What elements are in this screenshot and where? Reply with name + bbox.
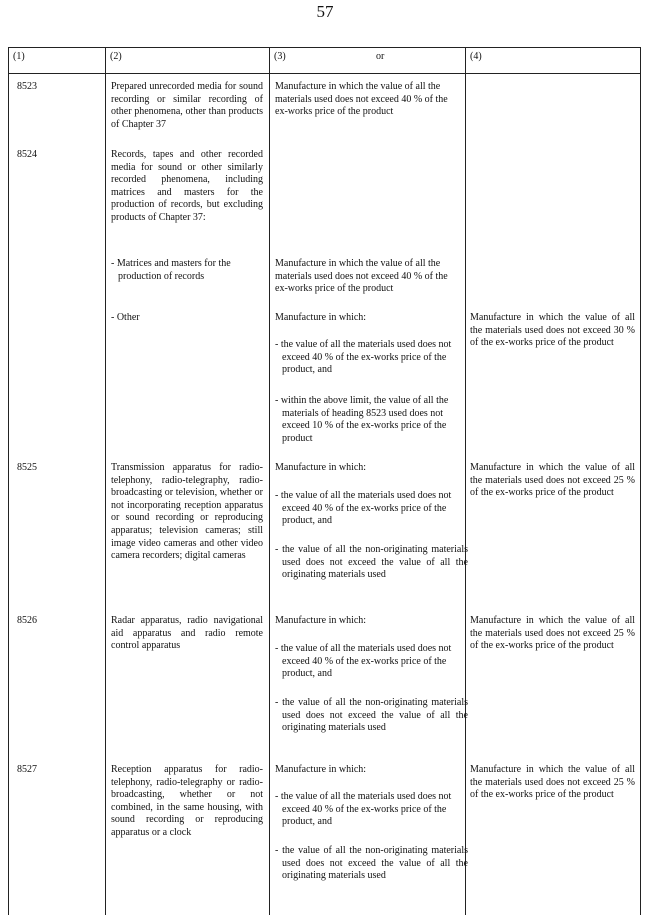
column-header-4: (4) [470,51,482,62]
product-description: Prepared unrecorded media for sound recording or similar recording of other phenomena, other than products of Chapter 37 [111,81,263,130]
heading-code: 8525 [17,462,37,473]
column-header-or: or [376,51,385,62]
working-processing-intro: Manufacture in which: [275,615,367,626]
column-divider [105,48,106,915]
product-description: Records, tapes and other recorded media for sound or other similarly recorded phenomena, including matrices and masters for the production of records, but excluding products of Chapter 37: [111,149,263,223]
alternative-processing: Manufacture in which the value of all the materials used does not exceed 25 % of the ex-works price of the product [470,764,635,801]
working-processing-item: - the value of all the materials used does not exceed 40 % of the ex-works price of the product, and [275,643,452,680]
working-processing-item: - within the above limit, the value of all the materials of heading 8523 used does not exceed 10 % of the ex-works price of the product [275,395,449,444]
column-header-2: (2) [110,51,122,62]
working-processing-intro: Manufacture in which: [275,462,367,473]
alternative-processing: Manufacture in which the value of all the materials used does not exceed 30 % of the ex-works price of the product [470,312,635,349]
product-description: Transmission apparatus for radio-telephony, radio-telegraphy, radio-broadcasting or television, whether or not incorporating reception apparatus or sound recording or reproducing apparatus; television cameras; still image video cameras and other video camera recorders; digital cameras [111,462,263,562]
header-divider [9,73,640,74]
working-processing-intro: Manufacture in which: [275,312,367,323]
column-header-1: (1) [13,51,25,62]
heading-code: 8524 [17,149,37,160]
alternative-processing: Manufacture in which the value of all the materials used does not exceed 25 % of the ex-works price of the product [470,615,635,652]
working-processing-item: - the value of all the materials used does not exceed 40 % of the ex-works price of the product, and [275,490,452,527]
working-processing-item: - the value of all the materials used does not exceed 40 % of the ex-works price of the product, and [275,339,452,376]
column-header-3: (3) [274,51,286,62]
rules-table [8,47,641,915]
column-divider [465,48,466,915]
working-processing-item: - the value of all the materials used does not exceed 40 % of the ex-works price of the product, and [275,791,452,828]
working-processing: Manufacture in which the value of all the materials used does not exceed 40 % of the ex-works price of the product [275,81,448,118]
working-processing-item: - the value of all the non-originating materials used does not exceed the value of all the originating materials used [275,544,468,581]
working-processing: Manufacture in which the value of all the materials used does not exceed 40 % of the ex-works price of the product [275,258,448,295]
heading-code: 8527 [17,764,37,775]
heading-code: 8526 [17,615,37,626]
working-processing-item: - the value of all the non-originating materials used does not exceed the value of all the originating materials used [275,697,468,734]
column-divider [269,48,270,915]
working-processing-intro: Manufacture in which: [275,764,367,775]
alternative-processing: Manufacture in which the value of all the materials used does not exceed 25 % of the ex-works price of the product [470,462,635,499]
page-number: 57 [316,2,334,21]
product-description: Reception apparatus for radio-telephony, radio-telegraphy or radio-broadcasting, whether or not combined, in the same housing, with sound recording or reproducing apparatus or a clock [111,764,263,838]
working-processing-item: - the value of all the non-originating materials used does not exceed the value of all the originating materials used [275,845,468,882]
sub-description: - Other [111,312,140,323]
heading-code: 8523 [17,81,37,92]
product-description: Radar apparatus, radio navigational aid apparatus and radio remote control apparatus [111,615,263,652]
sub-description: - Matrices and masters for the production of records [111,258,231,282]
